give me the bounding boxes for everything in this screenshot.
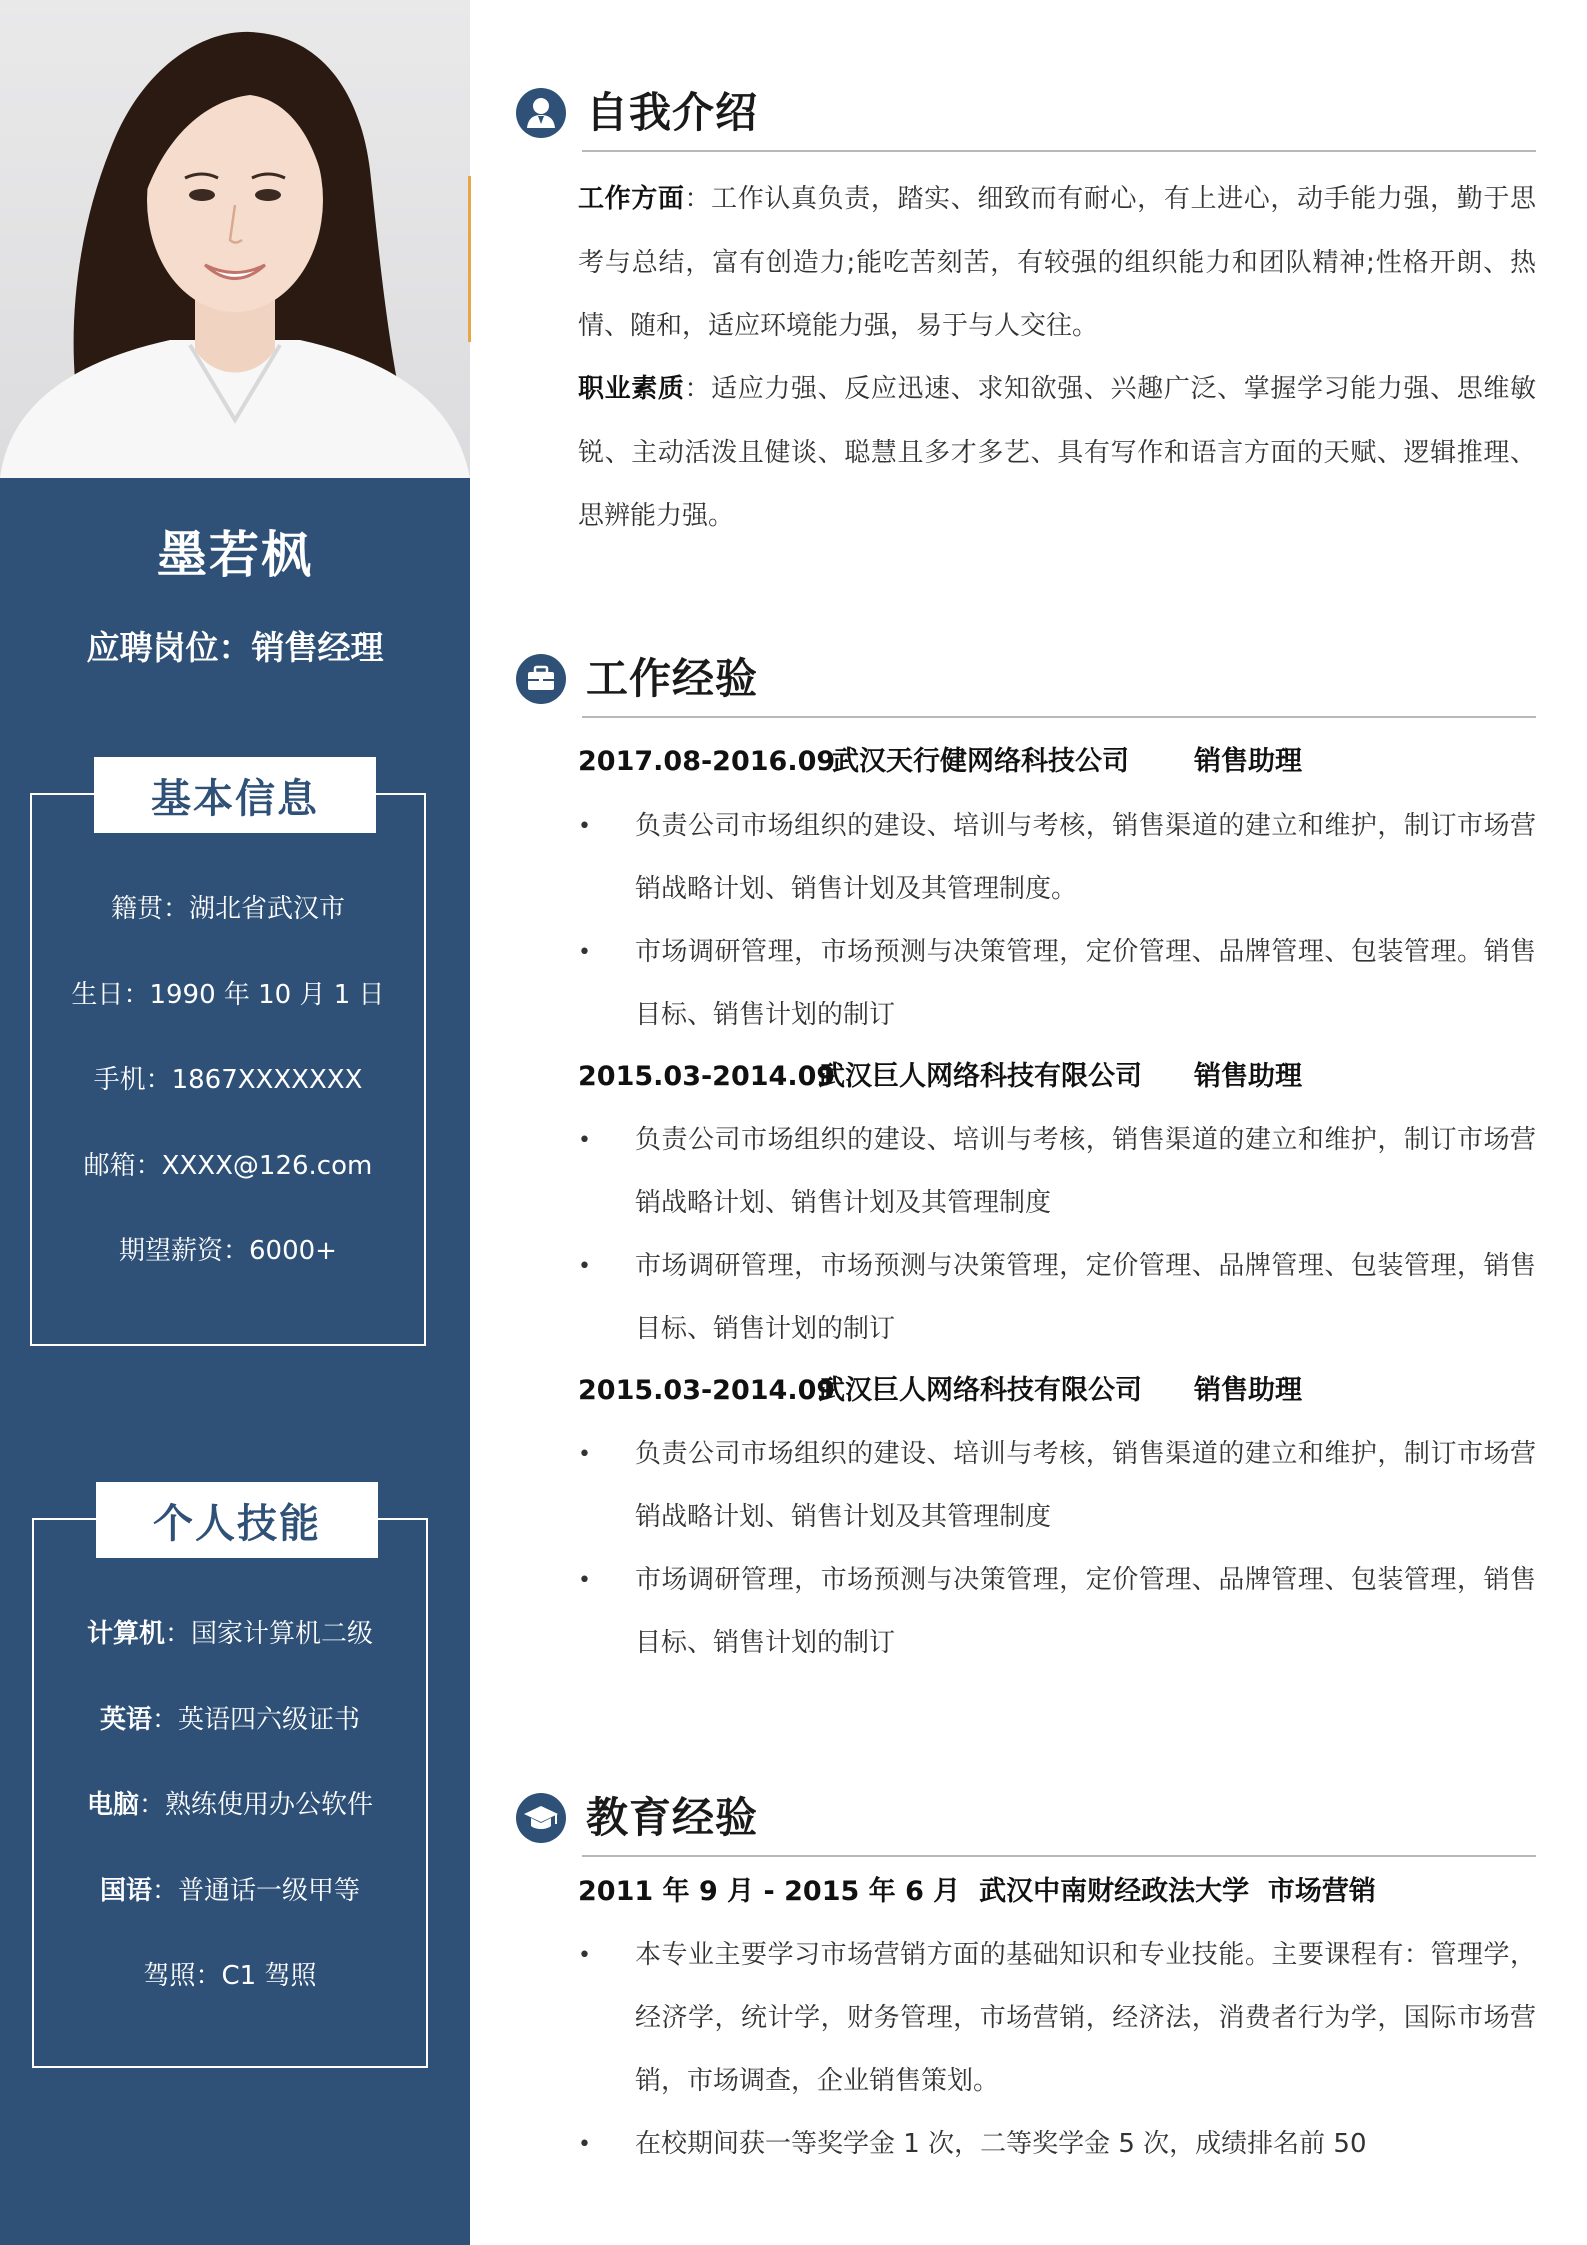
divider	[582, 1855, 1536, 1857]
job-duty: • 负责公司市场组织的建设、培训与考核，销售渠道的建立和维护，制订市场营销战略计划、销售计划及其管理制度。	[578, 811, 1536, 904]
basic-info-box	[30, 775, 426, 1346]
intro-quality-paragraph: 职业素质：适应力强、反应迅速、求知欲强、兴趣广泛、掌握学习能力强、思维敏锐、主动活泼且健谈、聪慧且多才多艺、具有写作和语言方面的天赋、逻辑推理、思辨能力强。	[578, 374, 1536, 531]
intro-title: 自我介绍	[586, 88, 759, 137]
applied-position: 应聘岗位：销售经理	[86, 628, 384, 667]
skills-title: 个人技能	[96, 1482, 378, 1558]
education-item: • 在校期间获一等奖学金 1 次，二等奖学金 5 次，成绩排名前 50	[578, 2129, 1367, 2159]
job-header: 2015.03-2014.09武汉巨人网络科技有限公司 销售助理	[578, 1061, 1302, 1092]
skill-item: 英语：英语四六级证书	[99, 1704, 361, 1735]
work-section-header	[516, 648, 1536, 718]
basic-info-item: 手机：1867XXXXXXX	[93, 1065, 363, 1096]
job-duty: • 市场调研管理，市场预测与决策管理，定价管理、品牌管理、包装管理，销售目标、销售计划的制订	[578, 1251, 1536, 1344]
sidebar	[0, 0, 470, 2245]
education-header: 2011 年 9 月 - 2015 年 6 月 武汉中南财经政法大学 市场营销	[578, 1876, 1376, 1907]
job-duty: • 市场调研管理，市场预测与决策管理，定价管理、品牌管理、包装管理。销售目标、销售计划的制订	[578, 937, 1536, 1030]
education-title: 教育经验	[586, 1793, 759, 1842]
job-duty: • 负责公司市场组织的建设、培训与考核，销售渠道的建立和维护，制订市场营销战略计划、销售计划及其管理制度	[578, 1125, 1536, 1218]
intro-work-paragraph: 工作方面：工作认真负责，踏实、细致而有耐心，有上进心，动手能力强，勤于思考与总结，富有创造力;能吃苦刻苦，有较强的组织能力和团队精神;性格开朗、热情、随和，适应环境能力强，易于与人交往。	[578, 184, 1536, 341]
graduation-cap-icon	[516, 1793, 566, 1843]
skills-box	[32, 1500, 428, 2068]
skill-item: 计算机：国家计算机二级	[86, 1619, 374, 1649]
job-header: 2017.08-2016.09武汉天行健网络科技公司 销售助理	[578, 746, 1302, 777]
basic-info-item: 籍贯：湖北省武汉市	[110, 894, 346, 924]
job-duty: • 市场调研管理，市场预测与决策管理，定价管理、品牌管理、包装管理，销售目标、销售计划的制订	[578, 1565, 1536, 1658]
briefcase-icon	[516, 654, 566, 704]
job-header: 2015.03-2014.09武汉巨人网络科技有限公司 销售助理	[578, 1375, 1302, 1406]
divider	[582, 150, 1536, 152]
education-section-header	[516, 1787, 1536, 1857]
accent-bar	[468, 176, 471, 342]
profile-photo	[0, 0, 470, 478]
divider	[582, 716, 1536, 718]
skill-item: 国语：普通话一级甲等	[99, 1875, 361, 1906]
user-icon	[516, 88, 566, 138]
basic-info-item: 期望薪资：6000+	[119, 1236, 337, 1267]
education-item: • 本专业主要学习市场营销方面的基础知识和专业技能。主要课程有：管理学，经济学，统计学，财务管理，市场营销，经济法，消费者行为学，国际市场营销，市场调查，企业销售策划。	[578, 1940, 1536, 2096]
job-duty: • 负责公司市场组织的建设、培训与考核，销售渠道的建立和维护，制订市场营销战略计划、销售计划及其管理制度	[578, 1439, 1536, 1532]
basic-info-item: 生日：1990 年 10 月 1 日	[71, 979, 385, 1010]
intro-section-header	[516, 82, 1536, 152]
skill-item: 驾照：C1 驾照	[143, 1961, 317, 1992]
work-title: 工作经验	[586, 654, 759, 703]
candidate-name: 墨若枫	[157, 526, 313, 584]
basic-info-item: 邮箱：XXXX@126.com	[83, 1150, 373, 1181]
skill-item: 电脑：熟练使用办公软件	[86, 1790, 374, 1821]
basic-info-title: 基本信息	[94, 757, 376, 833]
